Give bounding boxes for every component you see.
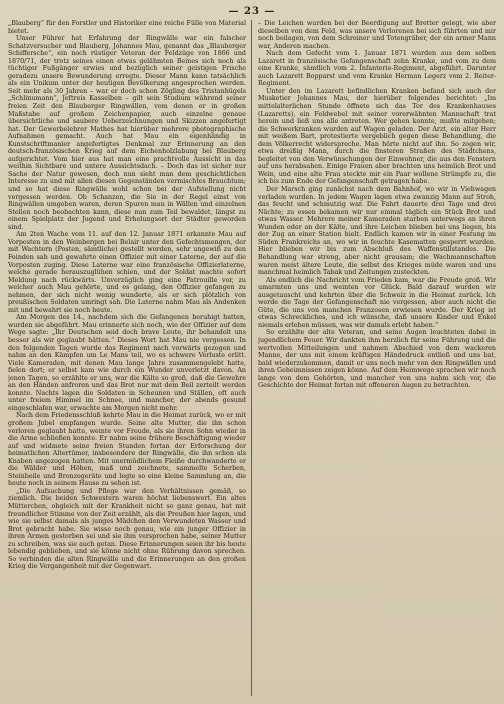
page-number: — 23 — xyxy=(228,6,276,17)
paragraph: „Die Aufsuchung und Pflege war den Verhältnissen gemäß, so ziemlich. Die beiden Schwestern waren höchst liebenswert. Ein altes Mütterchen, obgleich mit der Krankheit nicht so ganz genau, hat mit freundlicher Stimme von der Zeit erzählt, als die Preußen hier lagen, und wie sie selbst damals als junges Mädchen den Verwundeten Wasser und Brot gebracht habe. Sie wisse noch genau, wie ein junger Offizier in ihren Armen gestorben sei und sie ihm versprochen habe, seiner Mutter zu schreiben, was sie auch getan. Diese Erinnerungen seien ihr bis heute lebendig geblieben, und sie könne nicht ohne Rührung davon sprechen. So verbinden die alten Ringwälle und die Erinnerungen an den großen Krieg die Vergangenheit mit der Gegenwart. xyxy=(8,487,246,571)
paragraph: Unter den im Lazarett befindlichen Kranken befand sich auch der Musketier Johannes Mau, der hierüber folgendes berichtet: „Im mittelalterlichen Stunde öffnete sich das Tor des Krankenhauses (Lazaretts), ein Feldwebel mit seiner vorerwähnten Mannschaft trat herein und ließ uns alle antreten. Wer gehen konnte, mußte mitgehen; die Schwerkranken wurden auf Wagen geladen. Der Arzt, ein alter Herr mit weißem Bart, protestierte vergeblich gegen diese Behandlung, die dem Völkerrecht widerspreche. Man hörte nicht auf ihn. So zogen wir, etwa dreißig Mann, durch die finsteren Straßen des Städtchens, begleitet von den Verwünschungen der Einwohner, die aus den Fenstern auf uns herabsahen. Einige Frauen aber brachten uns heimlich Brot und Wein, und eine alte Frau steckte mir ein Paar wollene Strümpfe zu, die ich bis zum Ende der Gefangenschaft getragen habe. xyxy=(258,87,496,186)
right-column xyxy=(258,20,496,698)
column-divider xyxy=(251,20,252,696)
paragraph: Am 2ten Wache vom 11. auf den 12. Januar 1871 erkannte Mau auf Vorposten in den Weinbergen bei Belair unter den Gefechtsmengen, der mit Wachtern (Posten, sämtliche) gestellt worden, sehr ungewiß zu den Feinden sah und gewahrte einen Offizier mit einer Laterne, der auf die Vorposten zuging. Diese Laterne war eine französische Offizierlaterne, welche gerade herauszuglühen schien, und der Soldat machte sofort Meldung nach rückwärts. Unverzüglich ging eine Patrouille vor, zu welcher auch Mau gehörte, und es gelang, den Offizier gefangen zu nehmen, der sich nicht wenig wunderte, als er sich plötzlich von preußischen Soldaten umringt sah. Die Laterne nahm Mau als Andenken mit und bewahrt sie noch heute. xyxy=(8,231,246,314)
paragraph: Nach dem Friedensschluß kehrte Mau in die Heimat zurück, wo er mit großem Jubel empfangen wurde. Seine alte Mutter, die ihn schon verloren geglaubt hatte, weinte vor Freude, als sie ihren Sohn wieder in die Arme schließen konnte. Er nahm seine frühere Beschäftigung wieder auf und widmete seine freien Stunden fortan der Erforschung der heimatlichen Altertümer, insbesondere der Ringwälle, die ihn schon als Knaben angezogen hatten. Mit unermüdlichem Fleiße durchwanderte er die Wälder und Höhen, maß und zeichnete, sammelte Scherben, Steinbeile und Bronzegeräte und legte so eine kleine Sammlung an, die heute noch in seinem Hause zu sehen ist. xyxy=(8,412,246,488)
left-column xyxy=(8,20,246,698)
paragraph: Am Morgen des 14., nachdem sich die Gefangenen beruhigt hatten, wurden sie abgeführt. Mau erinnerte sich noch, wie der Offizier auf dem Wege sagte: „Ihr Deutschen seid doch brave Leute, ihr behandelt uns besser als wir geglaubt hätten.“ Dieses Wort hat Mau nie vergessen. In den folgenden Tagen wurde das Regiment nach vorwärts gezogen und nahm an den Kämpfen um Le Mans teil, wo es schwere Verluste erlitt. Viele Kameraden, mit denen Mau lange Jahre zusammengelebt hatte, fielen dort; er selbst kam wie durch ein Wunder unverletzt davon. An jenen Tagen, so erzählte er uns, war die Kälte so groß, daß die Gewehre an den Händen anfroren und das Brot nur mit dem Beil zerteilt werden konnte. Nachts lagen die Soldaten in Scheunen und Ställen, oft auch unter freiem Himmel im Schnee, und mancher, der abends gesund eingeschlafen war, erwachte am Morgen nicht mehr. xyxy=(8,314,246,412)
paragraph: „Blauberg“ für den Forstler und Historiker eine reiche Fülle von Material bietet. xyxy=(8,20,246,35)
paragraph: So erzählte der alte Veteran, und seine Augen leuchteten dabei in jugendlichem Feuer. Wir dankten ihm herzlich für seine Führung und die wertvollen Mitteilungen und nahmen Abschied von dem wackeren Manne, der uns mit einem kräftigen Händedruck entließ und uns bat, bald wiederzukommen, damit er uns noch mehr von den Ringwällen und ihren Geheimnissen zeigen könne. Auf dem Heimwege sprachen wir noch lange von dem Gehörten, und mancher von uns nahm sich vor, die Geschichte der Heimat fortan mit offeneren Augen zu betrachten. xyxy=(258,329,496,390)
paragraph: Der Marsch ging zunächst nach dem Bahnhof, wo wir in Viehwagen verladen wurden. In jedem Wagen lagen etwa zwanzig Mann auf Stroh, das feucht und schmutzig war. Die Fahrt dauerte drei Tage und drei Nächte; zu essen bekamen wir nur einmal täglich ein Stück Brot und etwas Wasser. Mehrere meiner Kameraden starben unterwegs an ihren Wunden oder an der Kälte, und ihre Leichen blieben bei uns liegen, bis der Zug an einer Station hielt. Endlich kamen wir in einer Festung im Süden Frankreichs an, wo wir in feuchte Kasematten gesperrt wurden. Hier blieben wir bis zum Abschluß des Waffenstillstandes. Die Behandlung war streng, aber nicht grausam; die Wachmannschaften waren meist ältere Leute, die selbst des Krieges müde waren und uns manchmal heimlich Tabak und Zeitungen zusteckten. xyxy=(258,186,496,277)
paragraph: Als endlich die Nachricht vom Frieden kam, war die Freude groß. Wir umarmten uns und weinten vor Glück. Bald darauf wurden wir ausgetauscht und kehrten über die Schweiz in die Heimat zurück. Ich werde die Tage der Gefangenschaft nie vergessen, aber auch nicht die Güte, die uns von manchen Franzosen erwiesen wurde. Der Krieg ist etwas Schreckliches, und ich wünsche, daß unsere Kinder und Enkel niemals erleben müssen, was wir damals erlebt haben.“ xyxy=(258,276,496,329)
paragraph: – Die Leichen wurden bei der Beerdigung auf Bretter gelegt, wie aber dieselben von dem Feld, was unsere Verlorenen bei sich führten und mir noch beilagen, von dem Schreiner und Totengräber, der ein armer Mann war, Anderen machen. xyxy=(258,20,496,50)
paragraph: Nach dem Gefecht vom 1. Januar 1871 wurden aus dem selben Lazarett in französische Gefangenschaft zehn Kranke, und vom zu dem eine Kranke, sämtlich vom 2. Infanterie-Regiment, abgeführt. Darunter auch Lazarett Bopparst und vom Kranke Herman Legerz vom 2. Reiter-Regiment. xyxy=(258,50,496,88)
paragraph: Unser Führer hat Erfahrung der Ringwälle war ein falscher Schatzversucher und Blauberg, Johannes Mau, genannt das „Blauberger Schiffersche“, ein noch rüstiger Veteran der Feldzüge von 1866 und 1870/71, der trotz seines einen etwas gelähmten Beines sich noch als tüchtiger Fußgänger erwies und bezüglich seiner geistigen Frische geradezu unsere Bewunderung erregte. Dieser Mann kann tatsächlich als ein Unikum unter der heutigen Bevölkerung angesprochen werden. Seit mehr als 30 Jahren – war er doch schon Zögling des Tristanhügels „Schlinumann“, Jeftreis Kasselben – gilt sein Studium während seiner freien Zeit den Blauberger Ringwällen, vom denen er in großen Maßstabe auf großem Zeichenpapier, auch einzelne genaue übersichtliche und saubere Ueberzeichnungen und Skizzen angefertigt hat. Der Gewerbelehrer Mathes hat hierüber mehrere photographische Aufnahmen gemacht. Auch hat Mau ein eigenhändig in Kunstschriftmanier angefertigtes Denkmal zur Erinnerung an den deutsch-französischen Krieg auf dem Eichenholzlabung bei Blauberg aufgerichtet. Vom hier aus hat man eine prachtvolle Aussicht in das weithin Sichtbare und untere Aussichtsdach. – Doch das ist sicher nur Sache der Natur gewesen, doch nun sieht man dem geschichtlichen Interesse zu und mit allen diesen Gegenständen vermischtes Brauchtum; und so hat diese Ringwälle wohl schon bei der Aufstellung nicht vergessen werden. Ob Schanzen, die Sie in der Regel einst von Ringwällen umgeben waren, deren Spuren man in Wällen und einzelnen Stellen noch beobachten kann, diese nun zum Teil bewaldet, längst zu einem Spielplatz der Jugend und Erholungsort der Städter geworden sind. xyxy=(8,35,246,231)
